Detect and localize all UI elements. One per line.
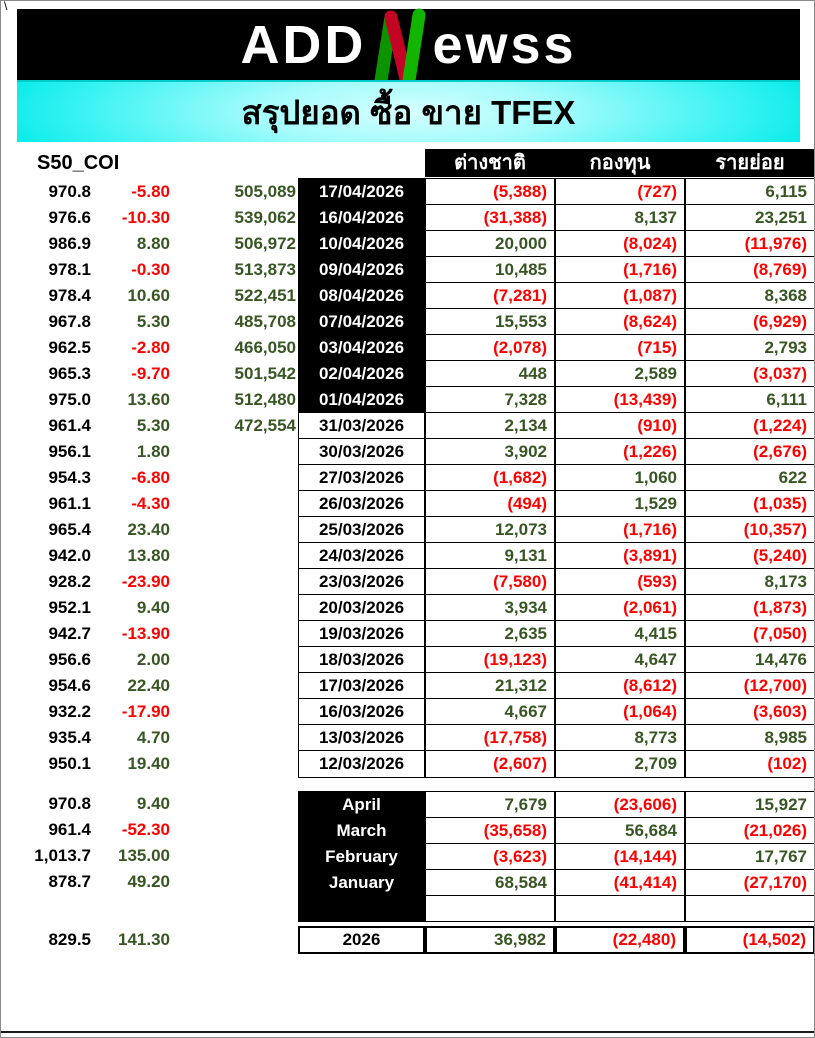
change-cell: -2.80 bbox=[131, 337, 170, 357]
price-cell: 932.2 bbox=[48, 701, 91, 721]
date-cell: 01/04/2026 bbox=[298, 386, 425, 414]
change-cell: -10.30 bbox=[121, 207, 170, 227]
year-total-row bbox=[7, 926, 815, 954]
date-cell: 20/03/2026 bbox=[298, 594, 425, 622]
retail-cell: (10,357) bbox=[685, 516, 815, 544]
year-row-zone bbox=[7, 926, 815, 954]
retail-cell: 2,793 bbox=[685, 334, 815, 362]
foreign-cell: 7,328 bbox=[425, 386, 555, 414]
column-header-fund: กองทุน bbox=[555, 149, 685, 177]
table-row bbox=[7, 724, 815, 752]
change-cell: 4.70 bbox=[136, 727, 170, 747]
volume-cell: 506,972 bbox=[234, 233, 296, 253]
retail-cell: (21,026) bbox=[685, 817, 815, 845]
fund-cell: (1,226) bbox=[555, 438, 685, 466]
fund-cell: 2,589 bbox=[555, 360, 685, 388]
monthly-row bbox=[7, 843, 815, 871]
year-label-cell: 2026 bbox=[298, 926, 425, 954]
series-label: S50_COI bbox=[37, 151, 120, 174]
change-cell: -4.30 bbox=[131, 493, 170, 513]
foreign-cell: 3,934 bbox=[425, 594, 555, 622]
monthly-row bbox=[7, 817, 815, 845]
foreign-cell: (31,388) bbox=[425, 204, 555, 232]
foreign-cell: (3,623) bbox=[425, 843, 555, 871]
fund-cell: (593) bbox=[555, 568, 685, 596]
date-cell: 10/04/2026 bbox=[298, 230, 425, 258]
table-row bbox=[7, 282, 815, 310]
table-row bbox=[7, 230, 815, 258]
retail-cell: (102) bbox=[685, 750, 815, 778]
date-cell: 12/03/2026 bbox=[298, 750, 425, 778]
retail-cell: 8,985 bbox=[685, 724, 815, 752]
change-cell: 141.30 bbox=[118, 929, 170, 949]
change-cell: 13.60 bbox=[127, 389, 170, 409]
price-cell: 878.7 bbox=[48, 872, 91, 892]
change-cell: -52.30 bbox=[121, 820, 170, 840]
date-cell: 16/04/2026 bbox=[298, 204, 425, 232]
foreign-cell bbox=[425, 895, 555, 923]
retail-cell: (6,929) bbox=[685, 308, 815, 336]
retail-cell: (3,603) bbox=[685, 698, 815, 726]
header-row bbox=[7, 149, 815, 177]
date-cell: 26/03/2026 bbox=[298, 490, 425, 518]
change-cell: 23.40 bbox=[127, 519, 170, 539]
change-cell: -13.90 bbox=[121, 623, 170, 643]
foreign-cell: 12,073 bbox=[425, 516, 555, 544]
monthly-row bbox=[7, 869, 815, 897]
change-cell: 49.20 bbox=[127, 872, 170, 892]
foreign-cell: (19,123) bbox=[425, 646, 555, 674]
change-cell: 2.00 bbox=[136, 649, 170, 669]
date-cell: 09/04/2026 bbox=[298, 256, 425, 284]
price-cell: 967.8 bbox=[48, 311, 91, 331]
change-cell: -0.30 bbox=[131, 259, 170, 279]
change-cell: 13.80 bbox=[127, 545, 170, 565]
change-cell: 19.40 bbox=[127, 753, 170, 773]
fund-cell: 1,060 bbox=[555, 464, 685, 492]
foreign-cell: (7,281) bbox=[425, 282, 555, 310]
price-cell: 986.9 bbox=[48, 233, 91, 253]
table-row bbox=[7, 490, 815, 518]
foreign-cell: 36,982 bbox=[425, 926, 555, 954]
foreign-cell: (5,388) bbox=[425, 178, 555, 206]
price-cell: 954.6 bbox=[48, 675, 91, 695]
fund-cell: (2,061) bbox=[555, 594, 685, 622]
table-row bbox=[7, 568, 815, 596]
volume-cell: 522,451 bbox=[234, 285, 296, 305]
empty-row bbox=[7, 895, 815, 923]
fund-cell: (3,891) bbox=[555, 542, 685, 570]
volume-cell: 472,554 bbox=[234, 415, 296, 435]
retail-cell: (27,170) bbox=[685, 869, 815, 897]
date-cell: 17/03/2026 bbox=[298, 672, 425, 700]
table-row bbox=[7, 334, 815, 362]
price-cell: 935.4 bbox=[48, 727, 91, 747]
change-cell: -23.90 bbox=[121, 571, 170, 591]
change-cell: -5.80 bbox=[131, 181, 170, 201]
fund-cell: 4,647 bbox=[555, 646, 685, 674]
logo-text-ewss: ewss bbox=[432, 14, 577, 75]
date-cell: 31/03/2026 bbox=[298, 412, 425, 440]
month-label-cell: March bbox=[298, 817, 425, 845]
date-cell: 02/04/2026 bbox=[298, 360, 425, 388]
banner-title: สรุปยอด ซื้อ ขาย TFEX bbox=[17, 80, 800, 142]
volume-cell: 501,542 bbox=[234, 363, 296, 383]
date-cell: 25/03/2026 bbox=[298, 516, 425, 544]
retail-cell: (3,037) bbox=[685, 360, 815, 388]
fund-cell: 1,529 bbox=[555, 490, 685, 518]
price-cell: 1,013.7 bbox=[34, 846, 91, 866]
column-header-retail: รายย่อย bbox=[685, 149, 815, 177]
table-row bbox=[7, 204, 815, 232]
price-cell: 952.1 bbox=[48, 597, 91, 617]
retail-cell: 622 bbox=[685, 464, 815, 492]
retail-cell: 8,368 bbox=[685, 282, 815, 310]
table-row bbox=[7, 698, 815, 726]
change-cell: 135.00 bbox=[118, 846, 170, 866]
date-cell: 19/03/2026 bbox=[298, 620, 425, 648]
change-cell: -6.80 bbox=[131, 467, 170, 487]
change-cell: -9.70 bbox=[131, 363, 170, 383]
retail-cell: (14,502) bbox=[685, 926, 815, 954]
price-cell: 942.0 bbox=[48, 545, 91, 565]
retail-cell: 17,767 bbox=[685, 843, 815, 871]
foreign-cell: 4,667 bbox=[425, 698, 555, 726]
change-cell: 9.40 bbox=[136, 597, 170, 617]
volume-cell: 466,050 bbox=[234, 337, 296, 357]
foreign-cell: 68,584 bbox=[425, 869, 555, 897]
fund-cell: (8,612) bbox=[555, 672, 685, 700]
price-cell: 976.6 bbox=[48, 207, 91, 227]
foreign-cell: 10,485 bbox=[425, 256, 555, 284]
fund-cell: (727) bbox=[555, 178, 685, 206]
fund-cell: 56,684 bbox=[555, 817, 685, 845]
volume-cell: 539,062 bbox=[234, 207, 296, 227]
price-cell: 965.3 bbox=[48, 363, 91, 383]
volume-cell: 505,089 bbox=[234, 181, 296, 201]
retail-cell: (5,240) bbox=[685, 542, 815, 570]
table-row bbox=[7, 620, 815, 648]
foreign-cell: 9,131 bbox=[425, 542, 555, 570]
table-row bbox=[7, 178, 815, 206]
change-cell: 8.80 bbox=[136, 233, 170, 253]
fund-cell: (1,716) bbox=[555, 256, 685, 284]
fund-cell: (1,716) bbox=[555, 516, 685, 544]
date-cell: 07/04/2026 bbox=[298, 308, 425, 336]
change-cell: 22.40 bbox=[127, 675, 170, 695]
change-cell: 5.30 bbox=[136, 311, 170, 331]
volume-cell: 485,708 bbox=[234, 311, 296, 331]
change-cell: 10.60 bbox=[127, 285, 170, 305]
fund-cell: (14,144) bbox=[555, 843, 685, 871]
change-cell: -17.90 bbox=[121, 701, 170, 721]
fund-cell: 8,137 bbox=[555, 204, 685, 232]
retail-cell: 23,251 bbox=[685, 204, 815, 232]
foreign-cell: 3,902 bbox=[425, 438, 555, 466]
foreign-cell: 7,679 bbox=[425, 791, 555, 819]
table-row bbox=[7, 646, 815, 674]
change-cell: 5.30 bbox=[136, 415, 170, 435]
table-row bbox=[7, 542, 815, 570]
month-label-cell: April bbox=[298, 791, 425, 819]
date-cell: 30/03/2026 bbox=[298, 438, 425, 466]
table-row bbox=[7, 360, 815, 388]
table-row bbox=[7, 438, 815, 466]
stray-mark: \ bbox=[4, 0, 8, 13]
retail-cell: (2,676) bbox=[685, 438, 815, 466]
price-cell: 956.1 bbox=[48, 441, 91, 461]
table-row bbox=[7, 672, 815, 700]
volume-cell: 513,873 bbox=[234, 259, 296, 279]
foreign-cell: (2,607) bbox=[425, 750, 555, 778]
fund-cell: (8,624) bbox=[555, 308, 685, 336]
date-cell: 17/04/2026 bbox=[298, 178, 425, 206]
table-row bbox=[7, 594, 815, 622]
fund-cell: (22,480) bbox=[555, 926, 685, 954]
date-cell: 03/04/2026 bbox=[298, 334, 425, 362]
price-cell: 942.7 bbox=[48, 623, 91, 643]
foreign-cell: 21,312 bbox=[425, 672, 555, 700]
price-cell: 978.1 bbox=[48, 259, 91, 279]
logo-text-add: ADD bbox=[240, 14, 367, 75]
foreign-cell: 15,553 bbox=[425, 308, 555, 336]
column-header-foreign: ต่างชาติ bbox=[425, 149, 555, 177]
retail-cell: 8,173 bbox=[685, 568, 815, 596]
price-cell: 956.6 bbox=[48, 649, 91, 669]
price-cell: 961.1 bbox=[48, 493, 91, 513]
table-row bbox=[7, 412, 815, 440]
change-cell: 9.40 bbox=[136, 794, 170, 814]
date-cell: 23/03/2026 bbox=[298, 568, 425, 596]
price-cell: 975.0 bbox=[48, 389, 91, 409]
fund-cell: (910) bbox=[555, 412, 685, 440]
fund-cell: (23,606) bbox=[555, 791, 685, 819]
retail-cell: (8,769) bbox=[685, 256, 815, 284]
fund-cell: 8,773 bbox=[555, 724, 685, 752]
logo-bar bbox=[17, 9, 800, 80]
price-cell: 970.8 bbox=[48, 181, 91, 201]
price-cell: 954.3 bbox=[48, 467, 91, 487]
bottom-divider bbox=[1, 1031, 814, 1033]
month-label-cell: January bbox=[298, 869, 425, 897]
price-cell: 961.4 bbox=[48, 415, 91, 435]
price-cell: 829.5 bbox=[48, 929, 91, 949]
date-cell: 16/03/2026 bbox=[298, 698, 425, 726]
foreign-cell: (17,758) bbox=[425, 724, 555, 752]
month-label-cell: February bbox=[298, 843, 425, 871]
retail-cell: 6,115 bbox=[685, 178, 815, 206]
fund-cell: (1,087) bbox=[555, 282, 685, 310]
foreign-cell: 20,000 bbox=[425, 230, 555, 258]
fund-cell: (8,024) bbox=[555, 230, 685, 258]
month-label-cell bbox=[298, 895, 425, 923]
monthly-row bbox=[7, 791, 815, 819]
retail-cell: (1,873) bbox=[685, 594, 815, 622]
foreign-cell: 2,635 bbox=[425, 620, 555, 648]
table-row bbox=[7, 516, 815, 544]
retail-cell: 15,927 bbox=[685, 791, 815, 819]
table-row bbox=[7, 308, 815, 336]
fund-cell: (13,439) bbox=[555, 386, 685, 414]
table-row bbox=[7, 750, 815, 778]
date-cell: 13/03/2026 bbox=[298, 724, 425, 752]
fund-cell: 2,709 bbox=[555, 750, 685, 778]
retail-cell: 6,111 bbox=[685, 386, 815, 414]
retail-cell: 14,476 bbox=[685, 646, 815, 674]
date-cell: 08/04/2026 bbox=[298, 282, 425, 310]
retail-cell: (1,224) bbox=[685, 412, 815, 440]
table-row bbox=[7, 386, 815, 414]
foreign-cell: (1,682) bbox=[425, 464, 555, 492]
date-cell: 27/03/2026 bbox=[298, 464, 425, 492]
foreign-cell: (2,078) bbox=[425, 334, 555, 362]
price-cell: 950.1 bbox=[48, 753, 91, 773]
date-cell: 18/03/2026 bbox=[298, 646, 425, 674]
price-cell: 978.4 bbox=[48, 285, 91, 305]
fund-cell: (1,064) bbox=[555, 698, 685, 726]
foreign-cell: (35,658) bbox=[425, 817, 555, 845]
fund-cell: (715) bbox=[555, 334, 685, 362]
price-cell: 965.4 bbox=[48, 519, 91, 539]
change-cell: 1.80 bbox=[136, 441, 170, 461]
table-row bbox=[7, 464, 815, 492]
price-cell: 961.4 bbox=[48, 820, 91, 840]
price-cell: 970.8 bbox=[48, 794, 91, 814]
retail-cell: (11,976) bbox=[685, 230, 815, 258]
foreign-cell: 2,134 bbox=[425, 412, 555, 440]
retail-cell: (12,700) bbox=[685, 672, 815, 700]
foreign-cell: (494) bbox=[425, 490, 555, 518]
daily-rows bbox=[7, 178, 815, 778]
price-cell: 928.2 bbox=[48, 571, 91, 591]
retail-cell bbox=[685, 895, 815, 923]
table-row bbox=[7, 256, 815, 284]
price-cell: 962.5 bbox=[48, 337, 91, 357]
fund-cell: (41,414) bbox=[555, 869, 685, 897]
date-cell: 24/03/2026 bbox=[298, 542, 425, 570]
retail-cell: (7,050) bbox=[685, 620, 815, 648]
fund-cell: 4,415 bbox=[555, 620, 685, 648]
summary-table bbox=[7, 149, 815, 954]
monthly-rows bbox=[7, 791, 815, 923]
foreign-cell: (7,580) bbox=[425, 568, 555, 596]
fund-cell bbox=[555, 895, 685, 923]
volume-cell: 512,480 bbox=[234, 389, 296, 409]
foreign-cell: 448 bbox=[425, 360, 555, 388]
retail-cell: (1,035) bbox=[685, 490, 815, 518]
